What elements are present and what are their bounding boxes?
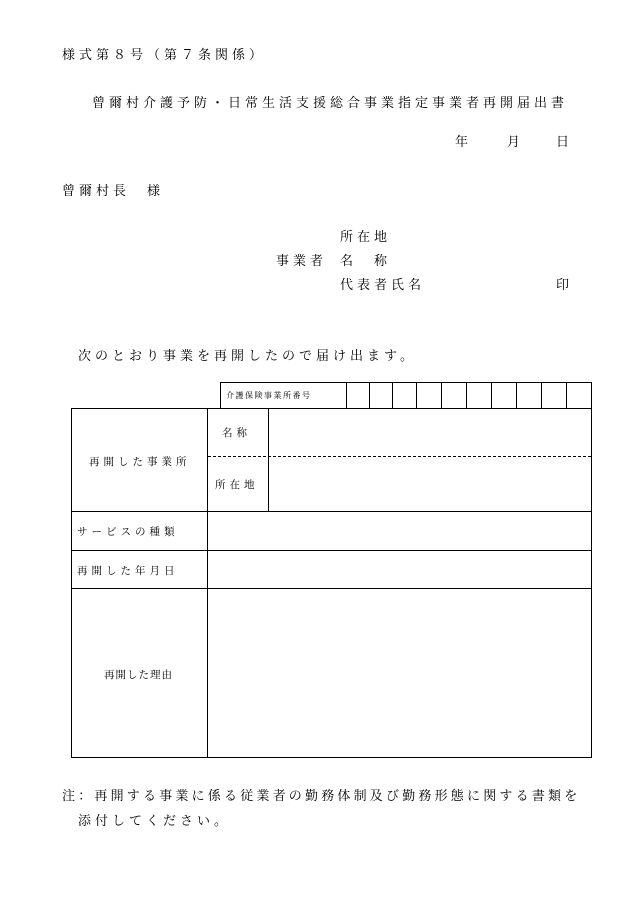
service-type-label: サービスの種類 [77, 526, 179, 538]
document-title: 曾爾村介護予防・日常生活支援総合事業指定事業者再開届出書 [92, 96, 569, 111]
applicant-name-label: 名 称 [340, 254, 392, 269]
office-label: 再開した事業所 [89, 456, 191, 468]
seal-label: 印 [556, 278, 570, 293]
body-text: 次のとおり事業を再開したので届け出ます。 [78, 349, 417, 364]
office-number-label: 介護保険事業所番号 [226, 391, 312, 400]
applicant-address-label: 所在地 [340, 230, 392, 245]
note-line-2: 添付してください。 [78, 814, 232, 829]
date-month-label: 月 [507, 135, 521, 150]
reopen-reason-label: 再開した理由 [104, 669, 173, 681]
date-year-label: 年 [455, 135, 469, 150]
form-number: 様式第８号（第７条関係） [62, 48, 267, 63]
addressee: 曾爾村長 様 [62, 184, 165, 199]
office-address-label: 所在地 [215, 479, 259, 491]
office-row-divider [208, 456, 591, 457]
applicant-representative-label: 代表者氏名 [340, 278, 426, 293]
digit-divider [346, 382, 347, 408]
applicant-label: 事業者 [276, 254, 328, 269]
reopen-date-label: 再開した年月日 [77, 565, 179, 577]
date-day-label: 日 [556, 135, 570, 150]
office-name-label: 名称 [222, 427, 251, 439]
note-line-1: 注：再開する事業に係る従業者の勤務体制及び勤務形態に関する書類を [62, 789, 581, 804]
